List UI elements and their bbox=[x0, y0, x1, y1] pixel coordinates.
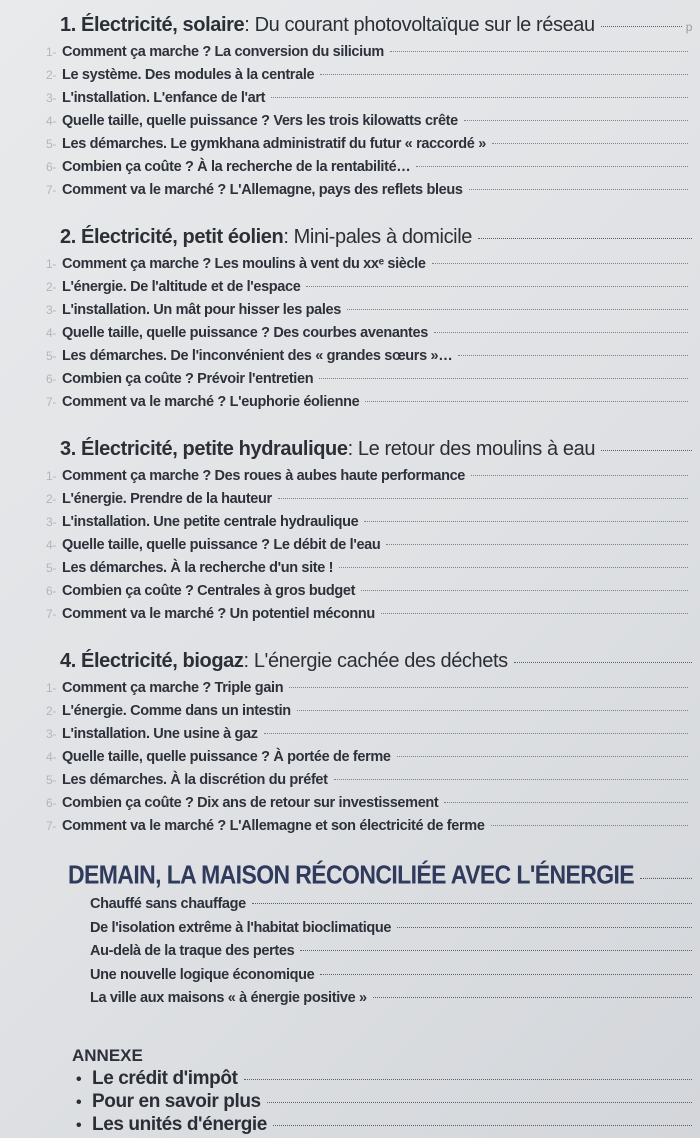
dotted-leader bbox=[601, 26, 682, 27]
entry-text: Quelle taille, quelle puissance ? Des courbes avenantes bbox=[62, 325, 428, 341]
entry-number: 4- bbox=[46, 750, 56, 764]
dotted-leader bbox=[444, 802, 688, 803]
entry-text: Comment va le marché ? Un potentiel méconnu bbox=[62, 606, 375, 622]
entry-text: Quelle taille, quelle puissance ? Vers les trois kilowatts crête bbox=[62, 113, 458, 129]
toc-entry bbox=[0, 795, 688, 818]
dotted-leader bbox=[334, 779, 688, 780]
entry-text: L'installation. Un mât pour hisser les pales bbox=[62, 302, 341, 318]
entry-text: Au-delà de la traque des pertes bbox=[90, 943, 295, 959]
dotted-leader bbox=[492, 143, 688, 144]
demain-section bbox=[0, 859, 700, 1014]
entry-text: Comment ça marche ? Des roues à aubes haute performance bbox=[62, 468, 466, 484]
dotted-leader bbox=[640, 878, 692, 879]
toc-entry bbox=[90, 943, 692, 967]
bullet-icon: • bbox=[76, 1070, 82, 1088]
toc-entry bbox=[90, 896, 692, 920]
dotted-leader bbox=[273, 1125, 692, 1126]
entry-number: 4- bbox=[46, 114, 56, 128]
dotted-leader bbox=[264, 733, 688, 734]
entry-number: 1- bbox=[46, 257, 56, 271]
entry-text: Comment va le marché ? L'Allemagne et son électricité de ferme bbox=[62, 818, 485, 834]
section-subtitle: : Mini-pales à domicile bbox=[283, 226, 472, 248]
toc-entry bbox=[0, 680, 688, 703]
dotted-leader bbox=[300, 950, 692, 951]
dotted-leader bbox=[601, 450, 692, 451]
entry-number: 6- bbox=[46, 584, 56, 598]
toc-entry bbox=[0, 182, 688, 205]
table-of-contents bbox=[0, 14, 700, 1137]
toc-entry bbox=[0, 818, 688, 841]
entry-number: 5- bbox=[46, 561, 56, 575]
dotted-leader bbox=[364, 521, 688, 522]
dotted-leader bbox=[361, 590, 688, 591]
page-letter: p bbox=[685, 20, 692, 34]
section-title bbox=[60, 650, 692, 680]
toc-entry bbox=[0, 606, 688, 629]
dotted-leader bbox=[244, 1079, 692, 1080]
toc-section bbox=[0, 226, 700, 417]
toc-entry bbox=[0, 394, 688, 417]
entry-number: 7- bbox=[46, 819, 56, 833]
entry-text: L'énergie. De l'altitude et de l'espace bbox=[62, 279, 301, 295]
entry-text: Le crédit d'impôt bbox=[92, 1067, 238, 1089]
entry-text: Les démarches. Le gymkhana administratif du futur « raccordé » bbox=[62, 136, 486, 152]
dotted-leader bbox=[320, 974, 692, 975]
annexe-section bbox=[0, 1046, 700, 1137]
entry-number: 3- bbox=[46, 515, 56, 529]
entry-number: 7- bbox=[46, 183, 56, 197]
toc-entry bbox=[0, 136, 688, 159]
entry-text: Les démarches. À la recherche d'un site ! bbox=[62, 560, 334, 576]
entry-number: 2- bbox=[46, 68, 56, 82]
dotted-leader bbox=[347, 309, 688, 310]
entry-text: Le système. Des modules à la centrale bbox=[62, 67, 315, 83]
section-heading: 1. Électricité, solaire bbox=[60, 14, 245, 36]
section-subtitle: : L'énergie cachée des déchets bbox=[243, 650, 508, 672]
toc-entry bbox=[0, 703, 688, 726]
entry-text: Chauffé sans chauffage bbox=[90, 896, 246, 912]
section-heading: 4. Électricité, biogaz bbox=[60, 650, 244, 672]
dotted-leader bbox=[267, 1102, 692, 1103]
dotted-leader bbox=[469, 189, 688, 190]
toc-entry bbox=[0, 726, 688, 749]
dotted-leader bbox=[319, 378, 688, 379]
section-subtitle: : Du courant photovoltaïque sur le réseau bbox=[244, 14, 595, 36]
entry-number: 4- bbox=[46, 326, 56, 340]
section-heading: 2. Électricité, petit éolien bbox=[60, 226, 284, 248]
dotted-leader bbox=[432, 263, 688, 264]
entry-number: 5- bbox=[46, 773, 56, 787]
dotted-leader bbox=[491, 825, 688, 826]
toc-entry bbox=[76, 1114, 692, 1137]
entry-number: 4- bbox=[46, 538, 56, 552]
entry-number: 2- bbox=[46, 492, 56, 506]
entry-text: Comment ça marche ? La conversion du silicium bbox=[62, 44, 384, 60]
dotted-leader bbox=[416, 166, 688, 167]
entry-number: 1- bbox=[46, 681, 56, 695]
bullet-icon: • bbox=[76, 1116, 82, 1134]
demain-heading bbox=[68, 860, 692, 898]
entry-text: Les unités d'énergie bbox=[92, 1113, 267, 1135]
entry-number: 5- bbox=[46, 137, 56, 151]
entry-text: Les démarches. À la discrétion du préfet bbox=[62, 772, 328, 788]
entry-text: Quelle taille, quelle puissance ? Le débit de l'eau bbox=[62, 537, 381, 553]
dotted-leader bbox=[397, 756, 688, 757]
toc-entry bbox=[90, 990, 692, 1014]
entry-text: L'énergie. Comme dans un intestin bbox=[62, 703, 291, 719]
toc-entry bbox=[0, 583, 688, 606]
annexe-heading: ANNEXE bbox=[72, 1045, 143, 1065]
entry-text: Combien ça coûte ? Dix ans de retour sur investissement bbox=[62, 795, 439, 811]
entry-text: Comment va le marché ? L'euphorie éolienne bbox=[62, 394, 360, 410]
dotted-leader bbox=[397, 927, 692, 928]
toc-entry bbox=[0, 325, 688, 348]
dotted-leader bbox=[271, 97, 688, 98]
entry-number: 6- bbox=[46, 372, 56, 386]
bullet-icon: • bbox=[76, 1093, 82, 1111]
entry-text: Combien ça coûte ? Centrales à gros budget bbox=[62, 583, 356, 599]
toc-section bbox=[0, 14, 700, 205]
toc-entry bbox=[0, 491, 688, 514]
section-title bbox=[60, 14, 692, 44]
toc-entry bbox=[0, 468, 688, 491]
dotted-leader bbox=[297, 710, 688, 711]
dotted-leader bbox=[365, 401, 688, 402]
entry-number: 3- bbox=[46, 303, 56, 317]
entry-text: Comment ça marche ? Les moulins à vent du xxᵉ siècle bbox=[62, 256, 426, 272]
dotted-leader bbox=[289, 687, 688, 688]
toc-entry bbox=[90, 920, 692, 944]
entry-text: Combien ça coûte ? Prévoir l'entretien bbox=[62, 371, 314, 387]
toc-entry bbox=[76, 1091, 692, 1114]
toc-entry bbox=[0, 514, 688, 537]
entry-text: Les démarches. De l'inconvénient des « grandes sœurs »… bbox=[62, 348, 453, 364]
dotted-leader bbox=[514, 662, 692, 663]
dotted-leader bbox=[478, 238, 692, 239]
toc-entry bbox=[0, 560, 688, 583]
toc-entry bbox=[0, 302, 688, 325]
section-subtitle: : Le retour des moulins à eau bbox=[347, 438, 596, 460]
entry-text: Pour en savoir plus bbox=[92, 1090, 261, 1112]
toc-entry bbox=[0, 537, 688, 560]
dotted-leader bbox=[471, 475, 688, 476]
entry-number: 3- bbox=[46, 91, 56, 105]
toc-entry bbox=[0, 90, 688, 113]
entry-number: 1- bbox=[46, 45, 56, 59]
entry-number: 6- bbox=[46, 160, 56, 174]
dotted-leader bbox=[339, 567, 688, 568]
entry-text: Comment ça marche ? Triple gain bbox=[62, 680, 284, 696]
dotted-leader bbox=[386, 544, 688, 545]
toc-entry bbox=[0, 44, 688, 67]
entry-number: 7- bbox=[46, 395, 56, 409]
entry-text: L'installation. Une usine à gaz bbox=[62, 726, 258, 742]
toc-entry bbox=[0, 67, 688, 90]
toc-entry bbox=[0, 159, 688, 182]
entry-text: L'installation. Une petite centrale hydraulique bbox=[62, 514, 359, 530]
toc-section bbox=[0, 438, 700, 629]
dotted-leader bbox=[390, 51, 688, 52]
entry-text: Une nouvelle logique économique bbox=[90, 966, 315, 983]
toc-entry bbox=[0, 772, 688, 795]
demain-title-text: DEMAIN, LA MAISON RÉCONCILIÉE AVEC L'ÉNERGIE bbox=[68, 859, 635, 890]
entry-text: L'énergie. Prendre de la hauteur bbox=[62, 491, 272, 507]
entry-text: De l'isolation extrême à l'habitat bioclimatique bbox=[90, 919, 392, 936]
dotted-leader bbox=[252, 903, 692, 904]
dotted-leader bbox=[278, 498, 688, 499]
toc-entry bbox=[0, 749, 688, 772]
toc-entry bbox=[0, 256, 688, 279]
entry-number: 2- bbox=[46, 704, 56, 718]
toc-entry bbox=[0, 113, 688, 136]
entry-number: 5- bbox=[46, 349, 56, 363]
toc-entry bbox=[76, 1068, 692, 1091]
entry-text: La ville aux maisons « à énergie positive » bbox=[90, 990, 367, 1006]
dotted-leader bbox=[306, 286, 688, 287]
entry-text: Quelle taille, quelle puissance ? À portée de ferme bbox=[62, 749, 391, 765]
dotted-leader bbox=[434, 332, 688, 333]
entry-number: 2- bbox=[46, 280, 56, 294]
toc-entry bbox=[0, 348, 688, 371]
toc-entry bbox=[0, 279, 688, 302]
dotted-leader bbox=[373, 997, 692, 998]
section-title bbox=[60, 438, 692, 468]
toc-section bbox=[0, 650, 700, 841]
entry-number: 3- bbox=[46, 727, 56, 741]
section-heading: 3. Électricité, petite hydraulique bbox=[60, 438, 348, 460]
entry-number: 7- bbox=[46, 607, 56, 621]
dotted-leader bbox=[458, 355, 688, 356]
entry-number: 6- bbox=[46, 796, 56, 810]
dotted-leader bbox=[464, 120, 688, 121]
toc-entry bbox=[90, 967, 692, 991]
entry-text: Comment va le marché ? L'Allemagne, pays des reflets bleus bbox=[62, 182, 463, 198]
section-title bbox=[60, 226, 692, 256]
dotted-leader bbox=[381, 613, 688, 614]
dotted-leader bbox=[320, 74, 688, 75]
entry-text: L'installation. L'enfance de l'art bbox=[62, 90, 266, 106]
toc-entry bbox=[0, 371, 688, 394]
entry-number: 1- bbox=[46, 469, 56, 483]
entry-text: Combien ça coûte ? À la recherche de la rentabilité… bbox=[62, 159, 411, 175]
